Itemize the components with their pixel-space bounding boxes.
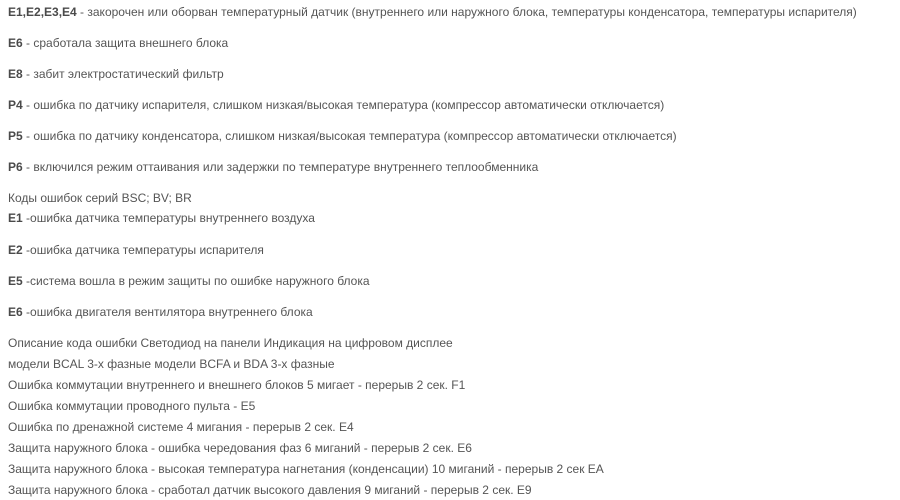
error-description: -ошибка датчика температуры внутреннего воздуха (22, 211, 315, 225)
description-line: Ошибка по дренажной системе 4 мигания - перерыв 2 сек. E4 (8, 420, 354, 434)
error-code: E1,E2,E3,E4 (8, 5, 77, 19)
description-line: Ошибка коммутации внутреннего и внешнего блоков 5 мигает - перерыв 2 сек. F1 (8, 378, 466, 392)
error-code: E8 (8, 67, 23, 81)
error-code-line (8, 97, 664, 113)
error-code-line (8, 159, 538, 175)
error-description: - забит электростатический фильтр (22, 67, 224, 81)
error-code: E6 (8, 36, 23, 50)
description-line: Защита наружного блока - сработал датчик высокого давления 9 миганий - перерыв 2 сек. E9 (8, 483, 532, 497)
error-code-line (8, 210, 315, 226)
error-code-line (8, 35, 228, 51)
error-code: E2 (8, 243, 23, 257)
error-code-line (8, 304, 313, 320)
error-code-line (8, 273, 370, 289)
error-code-line (8, 66, 224, 82)
error-description: -ошибка датчика температуры испарителя (22, 243, 264, 257)
error-code-line (8, 242, 264, 258)
description-line: Ошибка коммутации проводного пульта - E5 (8, 399, 256, 413)
description-line: Защита наружного блока - высокая температура нагнетания (конденсации) 10 миганий - перерыв 2 сек EA (8, 462, 604, 476)
error-code: P6 (8, 160, 23, 174)
description-line: Защита наружного блока - ошибка чередования фаз 6 миганий - перерыв 2 сек. E6 (8, 441, 472, 455)
error-code-line (8, 128, 677, 144)
description-line: Описание кода ошибки Светодиод на панели Индикация на цифровом дисплее (8, 336, 453, 350)
error-description: -система вошла в режим защиты по ошибке наружного блока (22, 274, 370, 288)
error-code: E5 (8, 274, 23, 288)
error-code: E1 (8, 211, 23, 225)
error-code: E6 (8, 305, 23, 319)
error-description: -ошибка двигателя вентилятора внутреннего блока (22, 305, 313, 319)
description-line: модели BCAL 3-х фазные модели BCFA и BDA 3-х фазные (8, 357, 335, 371)
error-description: - ошибка по датчику испарителя, слишком низкая/высокая температура (компрессор автоматически отключается) (22, 98, 665, 112)
error-description: - закорочен или оборван температурный датчик (внутреннего или наружного блока, температуры конденсатора, температуры испарителя) (76, 5, 857, 19)
error-description: - включился режим оттаивания или задержки по температуре внутреннего теплообменника (22, 160, 539, 174)
series-heading: Коды ошибок серий BSC; BV; BR (8, 191, 192, 205)
error-code: P5 (8, 129, 23, 143)
error-description: - ошибка по датчику конденсатора, слишком низкая/высокая температура (компрессор автоматически отключается) (22, 129, 677, 143)
error-description: - сработала защита внешнего блока (22, 36, 229, 50)
error-code-line (8, 4, 857, 20)
error-code: P4 (8, 98, 23, 112)
